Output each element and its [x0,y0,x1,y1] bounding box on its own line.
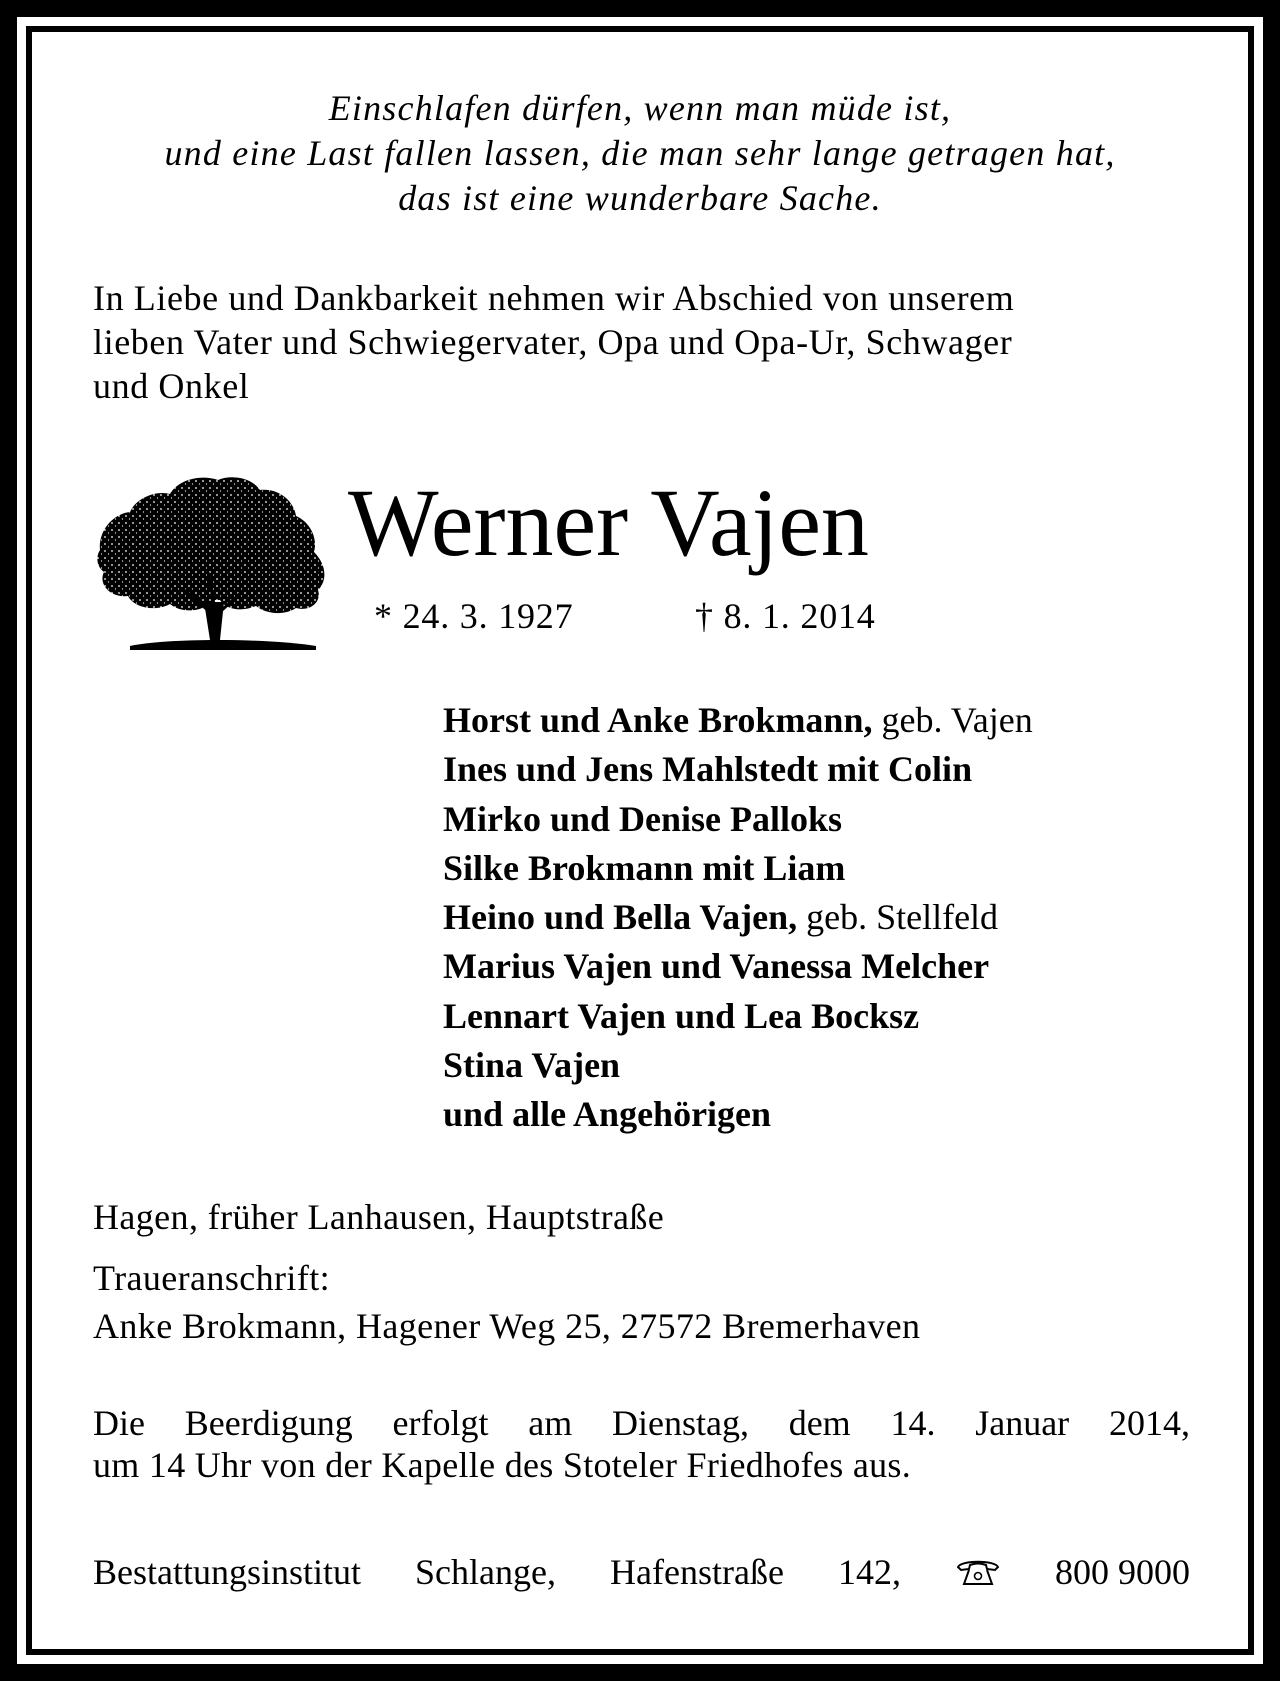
mourner-line [443,992,1033,1041]
mourner-line [443,893,1033,942]
birth-date: * 24. 3. 1927 [374,596,574,636]
funeral-word: am [528,1403,573,1443]
intro-text [93,276,1193,408]
funeral-word: Beerdigung [184,1403,353,1443]
motto-line: das ist eine wunderbare Sache. [398,178,882,218]
mourner-note: geb. Stellfeld [797,897,999,938]
mourners-list [443,696,1033,1140]
intro-line: In Liebe und Dankbarkeit nehmen wir Abschied von unserem [93,278,1015,318]
intro-line: lieben Vater und Schwiegervater, Opa und Opa-Ur, Schwager [93,322,1013,362]
undertaker-word: 142, [837,1552,901,1592]
motto-quote [60,86,1220,221]
funeral-word: Die [93,1403,145,1443]
mourner-line [443,795,1033,844]
funeral-notice [93,1402,1190,1486]
undertaker-word: Bestattungsinstitut [93,1552,362,1592]
place-line: Hagen, früher Lanhausen, Hauptstraße [93,1197,665,1237]
motto-line: und eine Last fallen lassen, die man sehr lange getragen hat, [164,133,1116,173]
mourner-name: Lennart Vajen und Lea Bocksz [443,995,920,1036]
mourner-name: Marius Vajen und Vanessa Melcher [443,946,990,987]
motto-line: Einschlafen dürfen, wenn man müde ist, [328,88,952,128]
funeral-word: 2014, [1108,1403,1190,1443]
mourner-name: und alle Angehörigen [443,1094,772,1135]
intro-line: und Onkel [93,366,250,406]
mourner-note: geb. Vajen [872,700,1033,740]
mourner-line [443,1090,1033,1139]
tree-icon [96,472,332,652]
deceased-name: Werner Vajen [348,469,869,576]
funeral-line [93,1402,1190,1444]
mourner-name: Mirko und Denise Palloks [443,798,843,839]
address-label: Traueranschrift: [93,1258,331,1298]
address-value: Anke Brokmann, Hagener Weg 25, 27572 Bremerhaven [93,1306,921,1346]
undertaker-line [93,1550,1190,1594]
funeral-line: um 14 Uhr von der Kapelle des Stoteler Friedhofes aus. [93,1445,912,1485]
undertaker-word: Schlange, [415,1552,556,1592]
mourner-name: Heino und Bella Vajen, [443,897,798,938]
mourner-line [443,696,1033,745]
funeral-word: erfolgt [392,1403,489,1443]
mourner-line [443,942,1033,991]
phone-number: 800 9000 [1054,1552,1190,1592]
mourner-line [443,1041,1033,1090]
undertaker-word: Hafenstraße [610,1552,784,1592]
mourner-line [443,745,1033,794]
telephone-icon [955,1550,1001,1594]
funeral-word: Januar [975,1403,1070,1443]
funeral-word: 14. [890,1403,936,1443]
mourner-name: Silke Brokmann mit Liam [443,847,846,888]
mourner-name: Horst und Anke Brokmann, [443,700,873,740]
mourner-name: Ines und Jens Mahlstedt mit Colin [443,749,973,790]
funeral-word: dem [788,1403,851,1443]
funeral-word: Dienstag, [611,1403,749,1443]
mourner-name: Stina Vajen [443,1045,621,1086]
death-date: † 8. 1. 2014 [695,596,876,636]
mourning-address [93,1254,920,1350]
mourner-line [443,844,1033,893]
